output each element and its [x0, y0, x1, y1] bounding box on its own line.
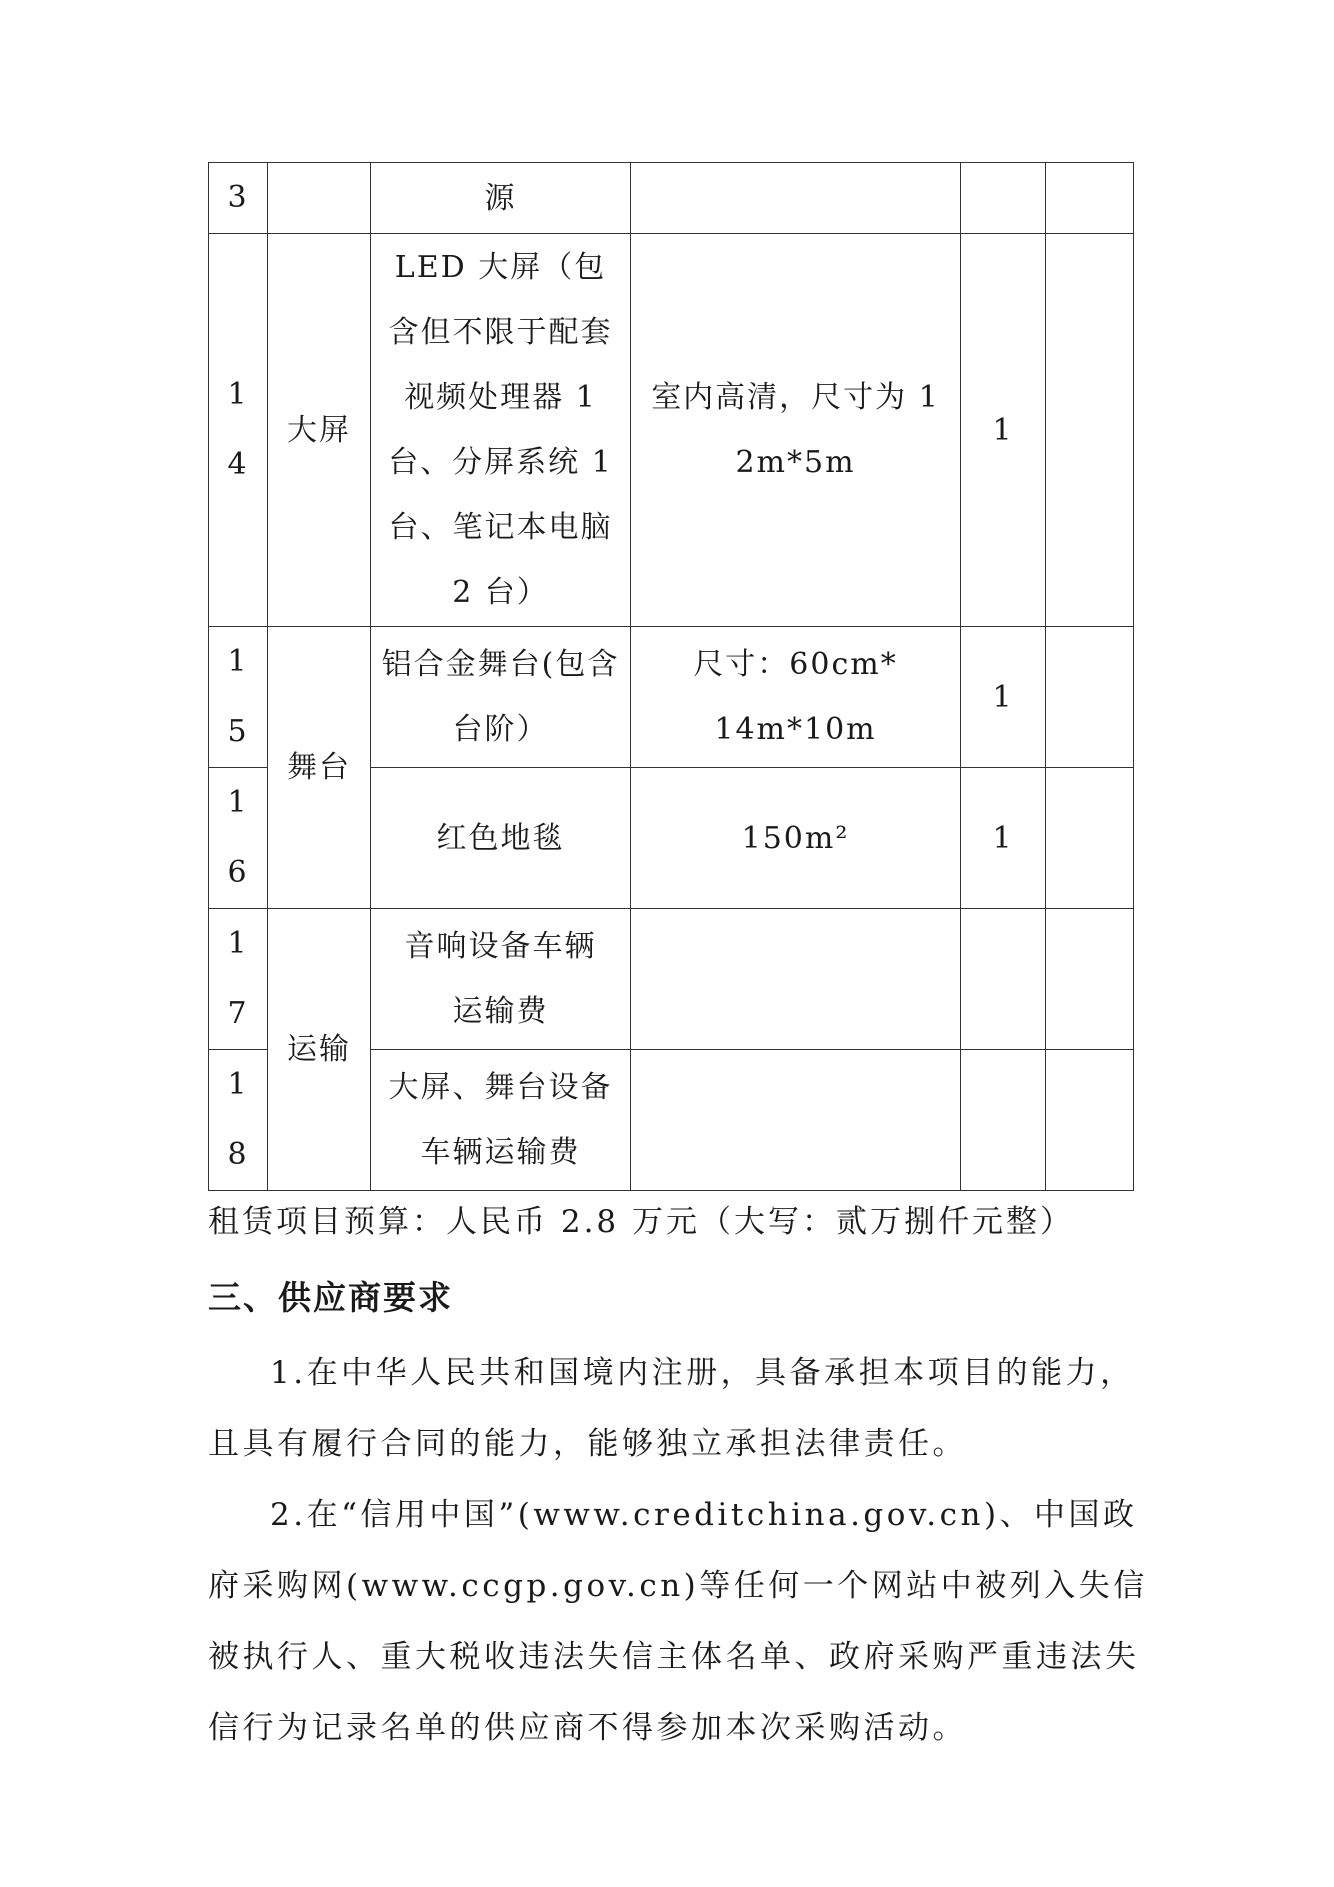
- row-number: 1 5: [209, 627, 268, 768]
- row-number: 1 4: [209, 234, 268, 627]
- category-cell: [268, 163, 371, 234]
- spec-cell: [631, 163, 961, 234]
- item-cell: 音响设备车辆运输费: [371, 909, 631, 1050]
- row-number: 1 7: [209, 909, 268, 1050]
- category-cell: 大屏: [268, 234, 371, 627]
- table-row: [209, 627, 1134, 768]
- spec-cell: 尺寸：60cm*14m*10m: [631, 627, 961, 768]
- section-heading: 三、供应商要求: [208, 1278, 453, 1317]
- table-row: [209, 909, 1134, 1050]
- spec-cell: [631, 1050, 961, 1191]
- quantity-cell: [961, 1050, 1046, 1191]
- quantity-cell: [961, 163, 1046, 234]
- table-row: [209, 163, 1134, 234]
- spec-cell: 室内高清，尺寸为 12m*5m: [631, 234, 961, 627]
- item-cell: LED 大屏（包含但不限于配套视频处理器 1 台、分屏系统 1 台、笔记本电脑 2 台）: [371, 234, 631, 627]
- quantity-cell: 1: [961, 768, 1046, 909]
- quantity-cell: [961, 909, 1046, 1050]
- remark-cell: [1046, 234, 1134, 627]
- item-cell: 红色地毯: [371, 768, 631, 909]
- budget-line: 租赁项目预算：人民币 2.8 万元（大写：贰万捌仟元整）: [208, 1204, 1075, 1240]
- row-number: 3: [209, 163, 268, 234]
- category-cell: 运输: [268, 909, 371, 1191]
- spec-cell: 150m²: [631, 768, 961, 909]
- row-number: 1 8: [209, 1050, 268, 1191]
- remark-cell: [1046, 1050, 1134, 1191]
- remark-cell: [1046, 627, 1134, 768]
- item-cell: 源: [371, 163, 631, 234]
- remark-cell: [1046, 768, 1134, 909]
- item-cell: 铝合金舞台(包含台阶）: [371, 627, 631, 768]
- requirement-paragraph-1: 1.在中华人民共和国境内注册，具备承担本项目的能力，且具有履行合同的能力，能够独立承担法律责任。: [208, 1355, 1135, 1462]
- requirement-paragraph-2: 2.在“信用中国”(www.creditchina.gov.cn)、中国政府采购网(www.ccgp.gov.cn)等任何一个网站中被列入失信被执行人、重大税收违法失信主体名单、政府采购严重违法失信行为记录名单的供应商不得参加本次采购活动。: [208, 1497, 1148, 1746]
- remark-cell: [1046, 909, 1134, 1050]
- item-cell: 大屏、舞台设备车辆运输费: [371, 1050, 631, 1191]
- quantity-cell: 1: [961, 234, 1046, 627]
- equipment-table: [208, 162, 1134, 1191]
- category-cell: 舞台: [268, 627, 371, 909]
- row-number: 1 6: [209, 768, 268, 909]
- quantity-cell: 1: [961, 627, 1046, 768]
- spec-cell: [631, 909, 961, 1050]
- remark-cell: [1046, 163, 1134, 234]
- table-row: [209, 234, 1134, 627]
